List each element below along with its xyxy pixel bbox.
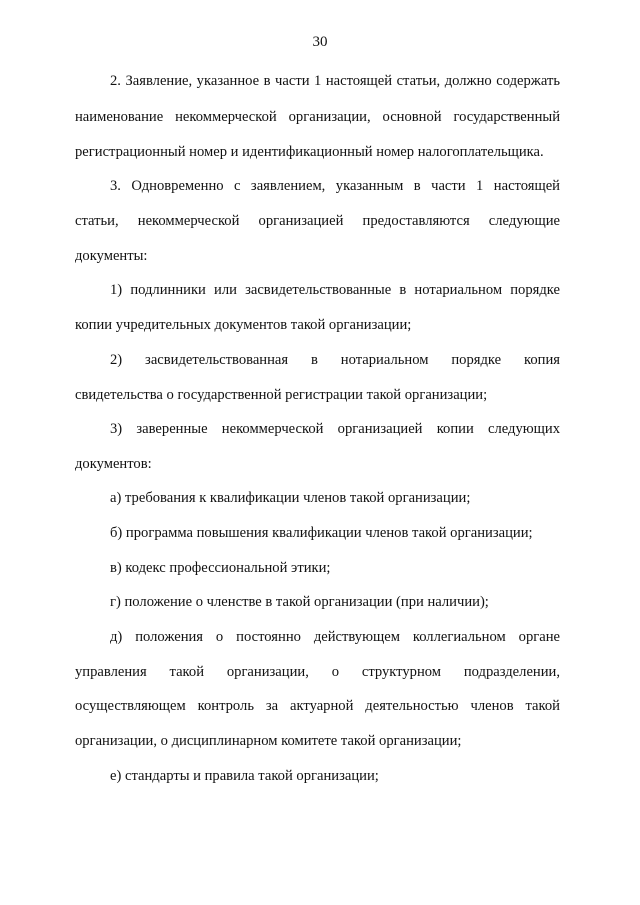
- text-line: организации, о дисциплинарном комитете такой организации;: [75, 733, 462, 749]
- text-line: е) стандарты и правила такой организации;: [110, 768, 379, 784]
- text-line: управления такой организации, о структурном подразделении,: [75, 664, 560, 680]
- text-line: копии учредительных документов такой организации;: [75, 317, 412, 333]
- text-line: регистрационный номер и идентификационный номер налогоплательщика.: [75, 144, 544, 160]
- text-line: свидетельства о государственной регистрации такой организации;: [75, 387, 488, 403]
- text-line: документов:: [75, 456, 152, 472]
- text-line: 3) заверенные некоммерческой организацией копии следующих: [110, 421, 560, 437]
- text-line: в) кодекс профессиональной этики;: [110, 560, 331, 576]
- text-line: статьи, некоммерческой организацией предоставляются следующие: [75, 213, 560, 229]
- text-line: г) положение о членстве в такой организации (при наличии);: [110, 594, 489, 610]
- text-line: 2) засвидетельствованная в нотариальном порядке копия: [110, 352, 560, 368]
- text-line: д) положения о постоянно действующем коллегиальном органе: [110, 629, 560, 645]
- text-line: осуществляющем контроль за актуарной деятельностью членов такой: [75, 698, 560, 714]
- text-line: 1) подлинники или засвидетельствованные в нотариальном порядке: [110, 282, 560, 298]
- text-line: документы:: [75, 248, 148, 264]
- text-line: б) программа повышения квалификации членов такой организации;: [110, 525, 533, 541]
- text-line: а) требования к квалификации членов такой организации;: [110, 490, 471, 506]
- text-line: 3. Одновременно с заявлением, указанным в части 1 настоящей: [110, 178, 560, 194]
- text-line: 2. Заявление, указанное в части 1 настоящей статьи, должно содержать: [110, 73, 560, 89]
- text-line: наименование некоммерческой организации, основной государственный: [75, 109, 560, 125]
- page-number: 30: [312, 34, 328, 50]
